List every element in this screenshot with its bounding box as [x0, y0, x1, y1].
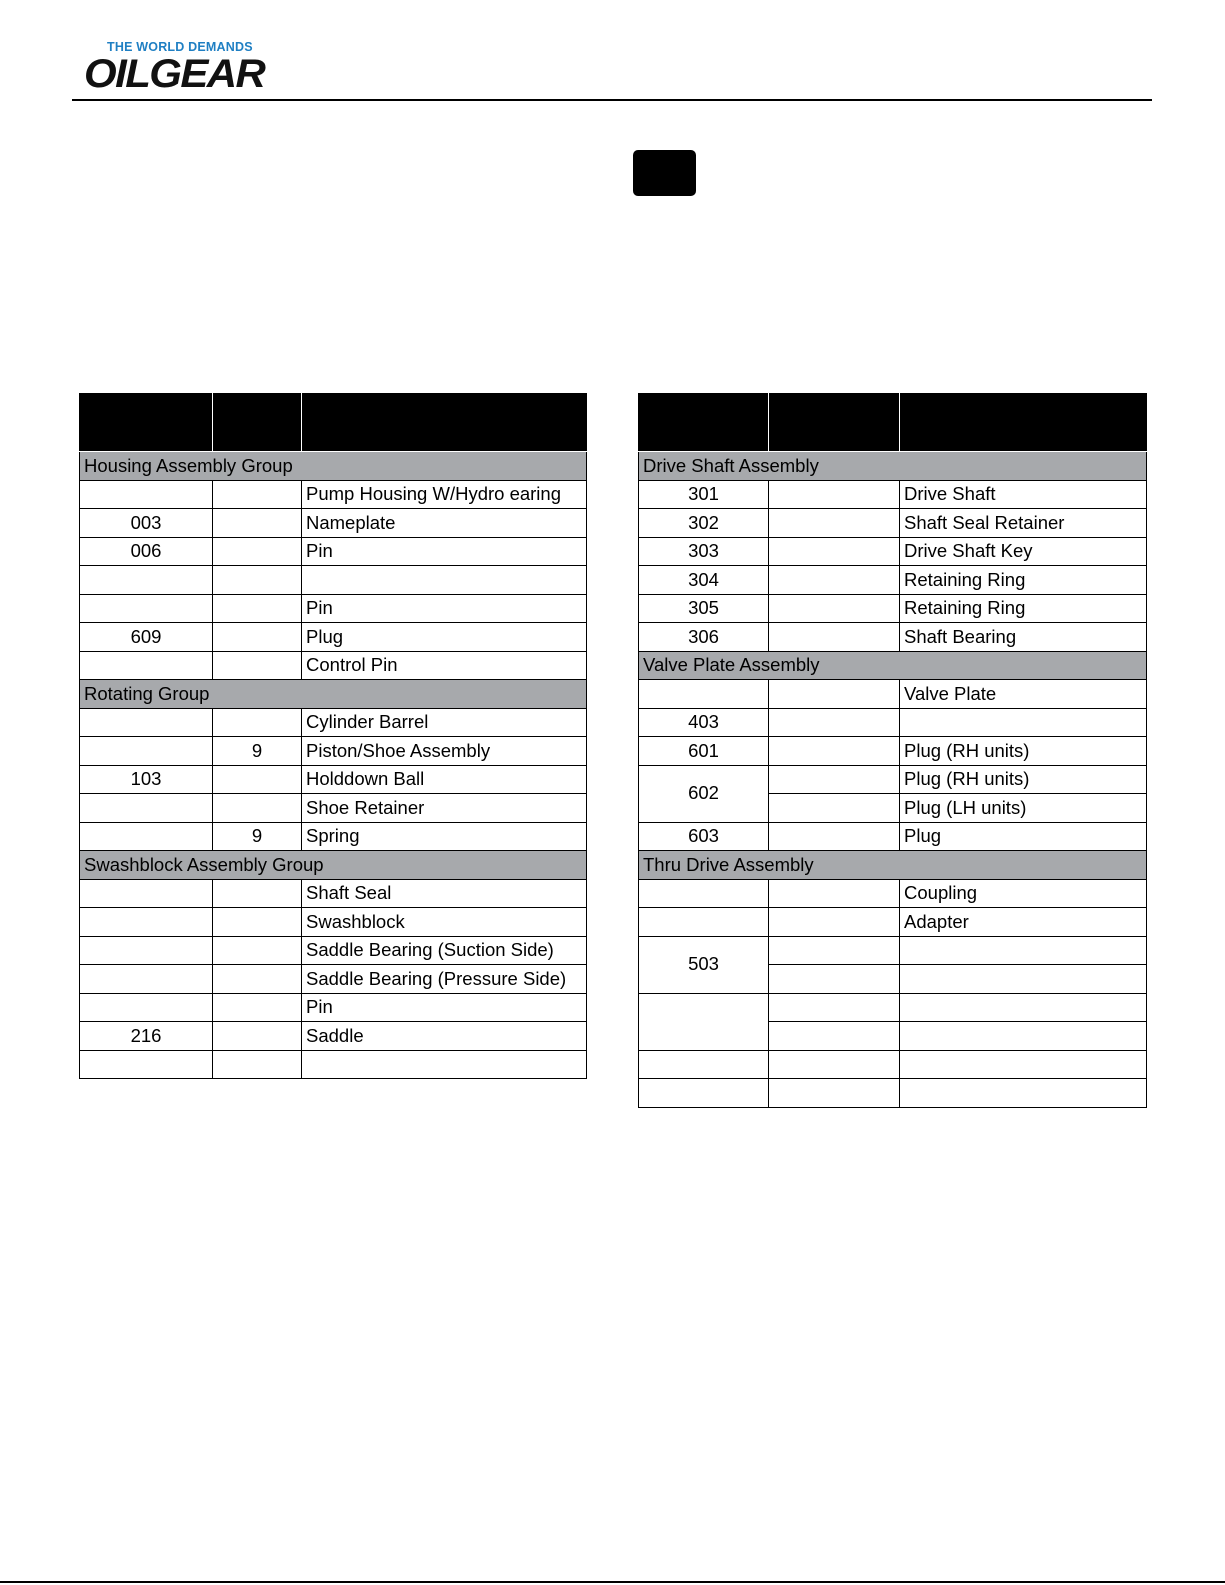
- item-quantity: [769, 737, 900, 766]
- item-description: Spring: [302, 822, 587, 851]
- item-number: [80, 708, 213, 737]
- group-header-row: [80, 680, 587, 709]
- item-number: [80, 879, 213, 908]
- item-quantity: [769, 480, 900, 509]
- logo-tagline: THE WORLD DEMANDS: [107, 40, 253, 54]
- item-quantity: [213, 1050, 302, 1079]
- group-label: Swashblock Assembly Group: [80, 851, 587, 880]
- item-description: Retaining Ring: [900, 594, 1147, 623]
- item-description: Swashblock: [302, 908, 587, 937]
- item-number: 602: [639, 765, 769, 822]
- table-row: [80, 737, 587, 766]
- item-description: Control Pin: [302, 651, 587, 680]
- table-row: [80, 822, 587, 851]
- group-header-row: [80, 851, 587, 880]
- item-description: Drive Shaft: [900, 480, 1147, 509]
- item-quantity: [213, 936, 302, 965]
- table-row: [80, 794, 587, 823]
- item-description: Retaining Ring: [900, 566, 1147, 595]
- section-badge: [633, 150, 696, 196]
- item-description: [302, 566, 587, 595]
- table-row: [639, 1079, 1147, 1108]
- item-quantity: [213, 993, 302, 1022]
- item-description: Shaft Bearing: [900, 623, 1147, 652]
- item-number: 103: [80, 765, 213, 794]
- table-header-row: [80, 394, 587, 452]
- item-description: Saddle Bearing (Suction Side): [302, 936, 587, 965]
- table-row: [80, 1050, 587, 1079]
- item-quantity: [769, 908, 900, 937]
- item-number: 003: [80, 509, 213, 538]
- table-row: [639, 480, 1147, 509]
- item-description: Piston/Shoe Assembly: [302, 737, 587, 766]
- item-description: [900, 708, 1147, 737]
- item-quantity: [769, 509, 900, 538]
- item-description: Shaft Seal: [302, 879, 587, 908]
- parts-table-right: [638, 393, 1147, 1108]
- item-quantity: [213, 651, 302, 680]
- item-quantity: [769, 680, 900, 709]
- table-row: [639, 822, 1147, 851]
- item-quantity: [213, 623, 302, 652]
- table-row: [80, 509, 587, 538]
- item-description: [900, 993, 1147, 1022]
- item-quantity: [213, 509, 302, 538]
- item-number: [639, 1050, 769, 1079]
- item-description: Shaft Seal Retainer: [900, 509, 1147, 538]
- table-row: [80, 708, 587, 737]
- item-number: [80, 993, 213, 1022]
- table-header-row: [639, 394, 1147, 452]
- item-quantity: [769, 822, 900, 851]
- item-quantity: [769, 794, 900, 823]
- item-quantity: [769, 566, 900, 595]
- item-quantity: [769, 879, 900, 908]
- item-quantity: [213, 566, 302, 595]
- item-number: 601: [639, 737, 769, 766]
- item-number: [80, 480, 213, 509]
- item-description: Saddle: [302, 1022, 587, 1051]
- item-number: 216: [80, 1022, 213, 1051]
- item-description: Plug (RH units): [900, 765, 1147, 794]
- table-row: [80, 993, 587, 1022]
- table-row: [639, 993, 1147, 1022]
- group-label: Valve Plate Assembly: [639, 651, 1147, 680]
- item-quantity: [213, 765, 302, 794]
- table-row: [80, 623, 587, 652]
- item-number: 301: [639, 480, 769, 509]
- header-cell: [302, 394, 587, 452]
- item-quantity: [769, 993, 900, 1022]
- group-header-row: [639, 651, 1147, 680]
- table-row: [639, 509, 1147, 538]
- item-description: Saddle Bearing (Pressure Side): [302, 965, 587, 994]
- item-description: Pump Housing W/Hydro earing: [302, 480, 587, 509]
- item-number: [80, 794, 213, 823]
- item-quantity: [213, 908, 302, 937]
- group-header-row: [639, 851, 1147, 880]
- header-cell: [639, 394, 769, 452]
- item-number: 503: [639, 936, 769, 993]
- table-row: [80, 480, 587, 509]
- table-row: [639, 908, 1147, 937]
- item-description: Adapter: [900, 908, 1147, 937]
- item-quantity: 9: [213, 737, 302, 766]
- item-number: 403: [639, 708, 769, 737]
- item-description: [900, 1079, 1147, 1108]
- item-description: Pin: [302, 537, 587, 566]
- table-row: [80, 651, 587, 680]
- item-quantity: [769, 594, 900, 623]
- item-quantity: 9: [213, 822, 302, 851]
- header-cell: [900, 394, 1147, 452]
- item-description: Cylinder Barrel: [302, 708, 587, 737]
- item-description: [900, 965, 1147, 994]
- table-row: [80, 765, 587, 794]
- footer-rule: [0, 1581, 1225, 1583]
- group-header-row: [639, 452, 1147, 481]
- item-quantity: [769, 1022, 900, 1051]
- table-row: [639, 594, 1147, 623]
- item-number: 304: [639, 566, 769, 595]
- table-row: [639, 680, 1147, 709]
- item-description: [900, 936, 1147, 965]
- table-row: [639, 708, 1147, 737]
- item-number: [80, 737, 213, 766]
- table-row: [80, 594, 587, 623]
- item-number: [80, 936, 213, 965]
- table-row: [80, 879, 587, 908]
- table-row: [80, 537, 587, 566]
- group-label: Thru Drive Assembly: [639, 851, 1147, 880]
- item-number: [639, 1079, 769, 1108]
- item-description: [302, 1050, 587, 1079]
- item-quantity: [769, 537, 900, 566]
- item-description: Holddown Ball: [302, 765, 587, 794]
- item-quantity: [213, 594, 302, 623]
- item-number: 306: [639, 623, 769, 652]
- table-row: [639, 737, 1147, 766]
- item-quantity: [213, 480, 302, 509]
- item-quantity: [769, 765, 900, 794]
- header-cell: [213, 394, 302, 452]
- table-row: [639, 537, 1147, 566]
- item-description: Plug: [302, 623, 587, 652]
- item-quantity: [213, 1022, 302, 1051]
- item-number: 603: [639, 822, 769, 851]
- item-quantity: [769, 936, 900, 965]
- oilgear-logo: [84, 38, 294, 98]
- item-quantity: [213, 879, 302, 908]
- item-number: [639, 908, 769, 937]
- item-number: [639, 879, 769, 908]
- item-number: [80, 908, 213, 937]
- item-description: [900, 1022, 1147, 1051]
- item-description: Nameplate: [302, 509, 587, 538]
- header-cell: [769, 394, 900, 452]
- item-description: Valve Plate: [900, 680, 1147, 709]
- group-label: Rotating Group: [80, 680, 587, 709]
- item-description: Drive Shaft Key: [900, 537, 1147, 566]
- item-number: [639, 993, 769, 1050]
- item-number: 609: [80, 623, 213, 652]
- table-row: [80, 936, 587, 965]
- item-quantity: [213, 537, 302, 566]
- table-row: [80, 965, 587, 994]
- parts-table-left: [79, 393, 587, 1079]
- item-number: 303: [639, 537, 769, 566]
- item-description: Coupling: [900, 879, 1147, 908]
- group-label: Housing Assembly Group: [80, 452, 587, 481]
- item-quantity: [769, 1079, 900, 1108]
- table-row: [639, 936, 1147, 965]
- item-quantity: [769, 965, 900, 994]
- table-row: [80, 566, 587, 595]
- header-rule: [72, 99, 1152, 101]
- table-row: [80, 908, 587, 937]
- item-number: [80, 822, 213, 851]
- item-description: Plug (RH units): [900, 737, 1147, 766]
- header-cell: [80, 394, 213, 452]
- table-row: [639, 765, 1147, 794]
- item-quantity: [213, 794, 302, 823]
- item-description: Pin: [302, 993, 587, 1022]
- item-description: Plug: [900, 822, 1147, 851]
- item-number: [80, 1050, 213, 1079]
- group-header-row: [80, 452, 587, 481]
- item-number: 305: [639, 594, 769, 623]
- logo-brand: OILGEAR: [84, 52, 265, 96]
- group-label: Drive Shaft Assembly: [639, 452, 1147, 481]
- table-row: [639, 879, 1147, 908]
- item-number: [80, 965, 213, 994]
- table-row: [639, 623, 1147, 652]
- item-description: Plug (LH units): [900, 794, 1147, 823]
- item-quantity: [769, 623, 900, 652]
- item-number: 302: [639, 509, 769, 538]
- table-row: [80, 1022, 587, 1051]
- table-row: [639, 1050, 1147, 1079]
- item-quantity: [769, 1050, 900, 1079]
- item-number: [80, 651, 213, 680]
- item-description: Pin: [302, 594, 587, 623]
- table-row: [639, 566, 1147, 595]
- item-number: [639, 680, 769, 709]
- item-quantity: [213, 708, 302, 737]
- item-number: [80, 566, 213, 595]
- item-number: [80, 594, 213, 623]
- item-description: Shoe Retainer: [302, 794, 587, 823]
- item-description: [900, 1050, 1147, 1079]
- item-quantity: [213, 965, 302, 994]
- item-quantity: [769, 708, 900, 737]
- item-number: 006: [80, 537, 213, 566]
